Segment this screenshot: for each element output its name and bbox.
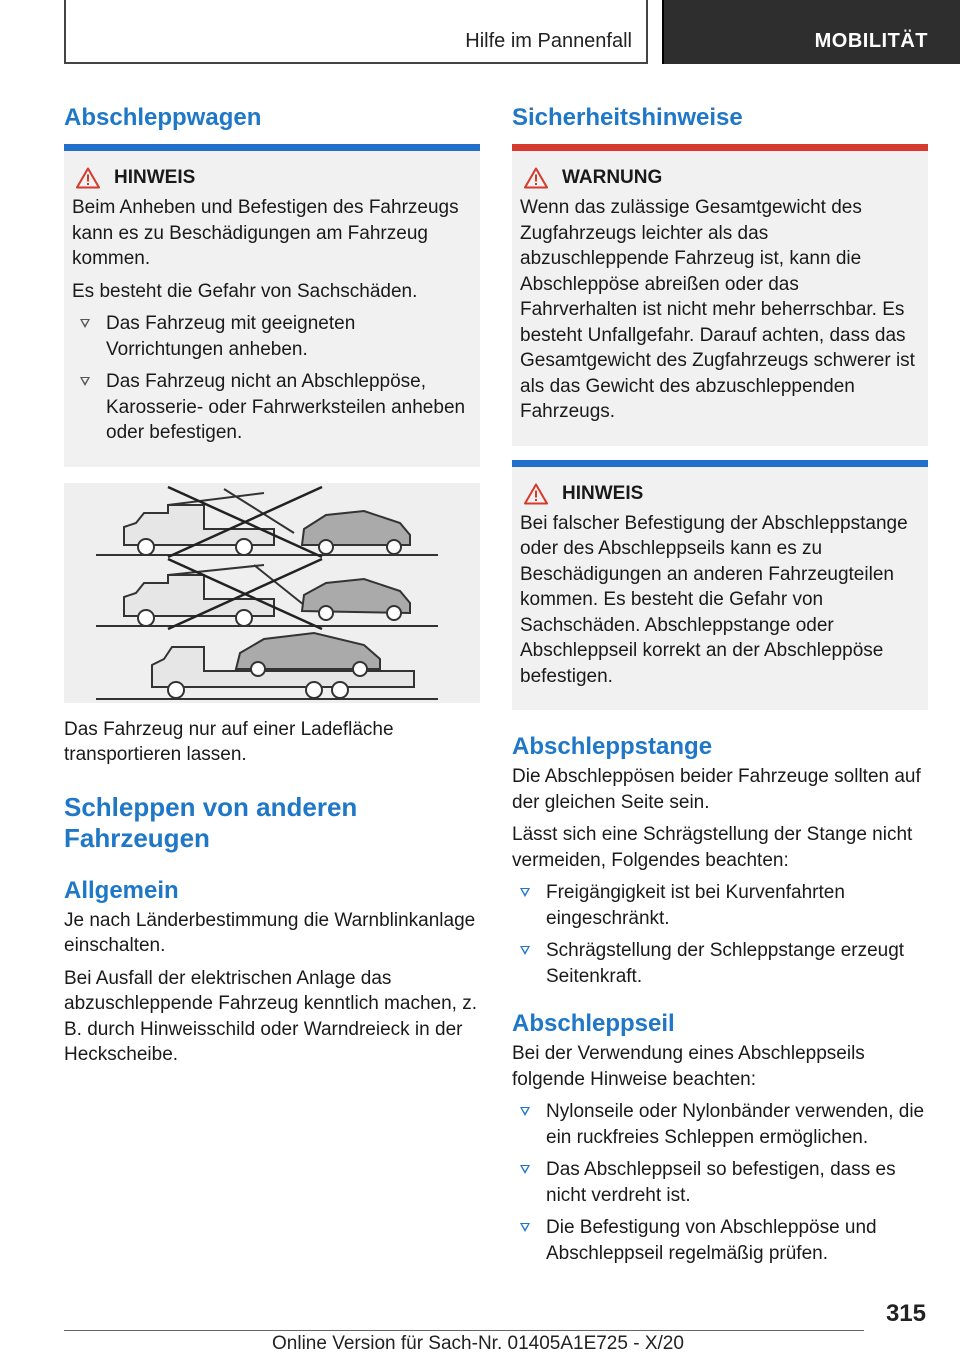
- allgemein-text-2: Bei Ausfall der elektrischen Anlage das abzuschleppende Fahrzeug kenntlich machen, z. B. durch Hinweisschild oder Warndreieck in der Heckscheibe.: [64, 967, 477, 1065]
- heading-abschleppstange: Abschleppstange: [512, 733, 713, 760]
- abschleppstange-text-2: Lässt sich eine Schrägstellung der Stange nicht vermeiden, Folgendes beachten:: [512, 824, 913, 871]
- page-number: 315: [885, 1300, 926, 1327]
- footer-rule: [64, 1330, 864, 1331]
- notice-header: [72, 167, 472, 189]
- notice-rule: [64, 144, 480, 151]
- bullet-triangle-icon: [520, 1223, 530, 1232]
- list-item: Die Befestigung von Abschleppöse und Abschleppseil regelmäßig prüfen.: [512, 1215, 928, 1266]
- right-column: [512, 100, 928, 1273]
- heading-allgemein: Allgemein: [64, 876, 179, 904]
- section-title-sicherheitshinweise: Sicherheitshinweise: [512, 104, 743, 131]
- warning-rule: [512, 144, 928, 151]
- bullet-triangle-icon: [520, 1165, 530, 1174]
- list-item: Das Abschleppseil so befestigen, dass es nicht verdreht ist.: [512, 1157, 928, 1208]
- abschleppstange-list: [512, 880, 928, 989]
- heading-abschleppseil: Abschleppseil: [512, 1010, 675, 1037]
- notice-label: HINWEIS: [562, 482, 644, 504]
- list-item: Nylonseile oder Nylonbänder verwenden, die ein ruckfreies Schleppen ermöglichen.: [512, 1099, 928, 1150]
- notice-box: [64, 151, 480, 467]
- heading-schleppen: Schleppen von anderen Fahrzeugen: [64, 791, 358, 853]
- notice-text: Beim Anheben und Befestigen des Fahrzeugs kann es zu Beschädigungen am Fahrzeug kommen.: [72, 197, 459, 269]
- header-chapter-tab: [662, 0, 960, 64]
- notice-list: [72, 311, 472, 446]
- warning-label: WARNUNG: [562, 167, 663, 188]
- notice-text: Bei falscher Befestigung der Abschleppstange oder des Abschleppseils kann es zu Beschädigungen an anderen Fahrzeugteilen kommen. Es besteht die Gefahr von Sachschäden. Abschleppstange oder Abschleppseil korrekt an der Abschleppöse befestigen.: [520, 512, 908, 687]
- allgemein-text-1: Je nach Länderbestimmung die Warnblinkanlage einschalten.: [64, 909, 476, 956]
- list-item: Das Fahrzeug mit geeigneten Vorrichtungen anheben.: [72, 311, 472, 362]
- bullet-triangle-icon: [80, 319, 90, 328]
- notice-box-right: [512, 467, 928, 711]
- list-item: Freigängigkeit ist bei Kurvenfahrten eingeschränkt.: [512, 880, 928, 931]
- bullet-triangle-icon: [80, 377, 90, 386]
- notice-label: HINWEIS: [114, 167, 196, 188]
- header-section-title: Hilfe im Pannenfall: [465, 30, 632, 52]
- warning-box: [512, 151, 928, 446]
- warning-header: [520, 167, 920, 189]
- left-column: [64, 100, 480, 1075]
- list-item: Das Fahrzeug nicht an Abschleppöse, Karosserie- oder Fahrwerksteilen anheben oder befestigen.: [72, 369, 472, 446]
- tow-truck-drawing: [64, 483, 480, 703]
- tow-truck-illustration: [64, 483, 480, 703]
- header-chapter-title: MOBILITÄT: [814, 30, 928, 52]
- notice-rule: [512, 460, 928, 467]
- warning-triangle-icon: [76, 167, 100, 189]
- header-section-tab: [64, 0, 648, 64]
- warning-triangle-icon: [524, 483, 548, 505]
- abschleppseil-text: Bei der Verwendung eines Abschleppseils folgende Hinweise beachten:: [512, 1043, 865, 1090]
- warning-text: Wenn das zulässige Gesamtgewicht des Zugfahrzeugs leichter als das abzuschleppende Fahrzeug ist, kann die Abschleppöse abreißen oder das Fahrverhalten ist nicht mehr beherrschbar. Es besteht Unfallgefahr. Darauf achten, dass das Gesamtgewicht des Zugfahrzeugs schwerer ist als das Gewicht des abzuschleppenden Fahrzeugs.: [520, 197, 915, 422]
- list-item: Schrägstellung der Schleppstange erzeugt Seitenkraft.: [512, 938, 928, 989]
- bullet-triangle-icon: [520, 946, 530, 955]
- notice-header: [520, 483, 920, 505]
- notice-risk-text: Es besteht die Gefahr von Sachschäden.: [72, 280, 418, 302]
- footer-online-version: Online Version für Sach-Nr. 01405A1E725 - X/20: [272, 1333, 684, 1354]
- figure-caption: Das Fahrzeug nur auf einer Ladefläche transportieren lassen.: [64, 718, 394, 765]
- bullet-triangle-icon: [520, 1107, 530, 1116]
- section-title-abschleppwagen: Abschleppwagen: [64, 104, 262, 131]
- warning-triangle-icon: [524, 167, 548, 189]
- abschleppseil-list: [512, 1099, 928, 1266]
- abschleppstange-text-1: Die Abschleppösen beider Fahrzeuge sollten auf der gleichen Seite sein.: [512, 766, 921, 813]
- bullet-triangle-icon: [520, 888, 530, 897]
